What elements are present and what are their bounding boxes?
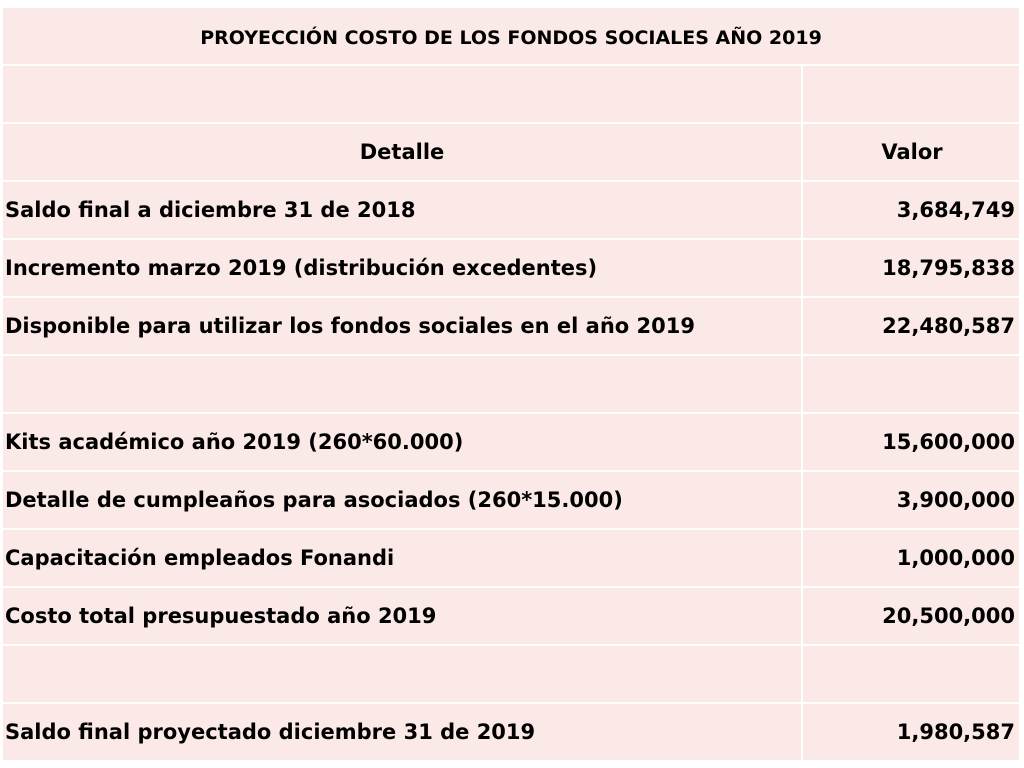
empty-cell	[803, 646, 1019, 702]
empty-cell	[3, 646, 801, 702]
row-valor: 1,980,587	[803, 704, 1019, 760]
row-valor: 18,795,838	[803, 240, 1019, 296]
table-title: PROYECCIÓN COSTO DE LOS FONDOS SOCIALES AÑO 2019	[3, 8, 1019, 64]
empty-cell	[803, 66, 1019, 122]
row-detalle: Saldo final proyectado diciembre 31 de 2019	[3, 704, 801, 760]
row-detalle: Incremento marzo 2019 (distribución excedentes)	[3, 240, 801, 296]
header-valor: Valor	[803, 124, 1019, 180]
fondos-sociales-table	[3, 8, 1019, 760]
row-detalle: Kits académico año 2019 (260*60.000)	[3, 414, 801, 470]
row-detalle: Disponible para utilizar los fondos sociales en el año 2019	[3, 298, 801, 354]
empty-cell	[3, 356, 801, 412]
row-valor: 3,684,749	[803, 182, 1019, 238]
row-valor: 3,900,000	[803, 472, 1019, 528]
header-detalle: Detalle	[3, 124, 801, 180]
row-valor: 22,480,587	[803, 298, 1019, 354]
row-detalle: Detalle de cumpleaños para asociados (260*15.000)	[3, 472, 801, 528]
row-detalle: Capacitación empleados Fonandi	[3, 530, 801, 586]
row-detalle: Costo total presupuestado año 2019	[3, 588, 801, 644]
row-valor: 20,500,000	[803, 588, 1019, 644]
empty-cell	[803, 356, 1019, 412]
row-detalle: Saldo final a diciembre 31 de 2018	[3, 182, 801, 238]
row-valor: 1,000,000	[803, 530, 1019, 586]
row-valor: 15,600,000	[803, 414, 1019, 470]
empty-cell	[3, 66, 801, 122]
